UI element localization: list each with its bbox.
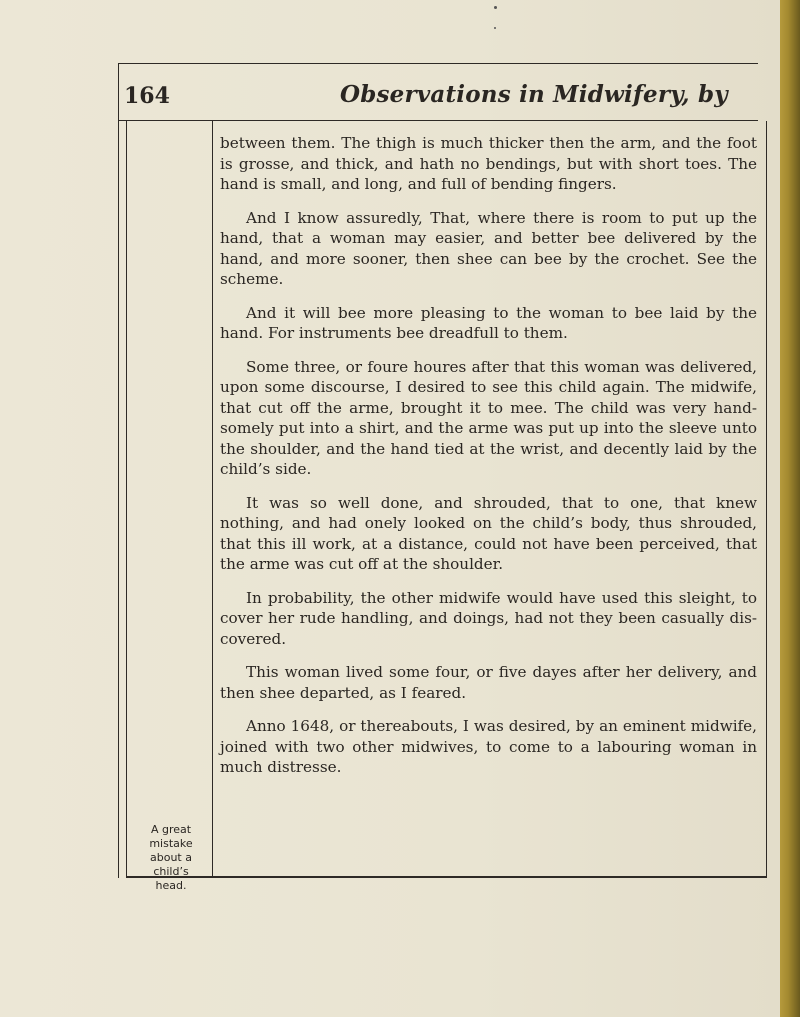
ink-speck [494,27,496,29]
page-edge-binding [780,0,800,1017]
paragraph: And it will bee more pleasing to the woman to bee laid by the hand. For instruments bee dreadfull to them. [220,303,757,342]
header-top-rule [118,63,758,64]
paragraph: Anno 1648, or thereabouts, I was desired, by an eminent midwife, joined with two other midwives, to come to a labouring woman in much distresse. [220,717,757,776]
margin-note [128,823,214,893]
paragraph: It was so well done, and shrouded, that to one, that knew nothing, and had onely looked on the child’s body, thus shrouded, that this ill work, at a distance, could not have been perceived, that the arme was cut off at the shoulder. [220,493,757,573]
paragraph: This woman lived some four, or five dayes after her delivery, and then shee departed, as I feared. [220,663,757,702]
bottom-rule [126,876,767,878]
margin-note-line: mistake [149,837,193,850]
page-number: 164 [124,83,170,109]
margin-note-line: about a [150,851,192,864]
header-bottom-rule [118,120,758,121]
paragraph: In probability, the other midwife would have used this sleight, to cover her rude handling, and doings, had not they been casually dis-covered. [220,588,757,648]
body-text [220,133,757,791]
margin-note-line: head. [155,879,187,892]
left-border-line [118,63,119,878]
paragraph: between them. The thigh is much thicker then the arm, and the foot is grosse, and thick, and hath no bendings, but with short toes. The hand is small, and long, and full of bending fingers. [220,134,757,193]
margin-column-right-line [212,121,213,876]
paragraph: Some three, or foure houres after that this woman was delivered, upon some discourse, I desired to see this child again. The midwife, that cut off the arme, brought it to mee. The child was very hand-somely put into a shirt, and the arme was put up into the sleeve unto the shoulder, and the hand tied at the wrist, and decently laid by the child’s side. [220,357,757,478]
paragraph: And I know assuredly, That, where there is room to put up the hand, that a woman may easier, and better bee delivered by the hand, and more sooner, then shee can bee by the crochet. See the scheme. [220,208,757,288]
ink-speck [494,6,497,9]
margin-note-line: A great [150,823,192,836]
margin-column-left-line [126,121,127,876]
margin-note-line: child’s [153,865,189,878]
running-title: Observations in Midwifery, by [340,81,728,108]
text-column-right-line [766,121,767,876]
